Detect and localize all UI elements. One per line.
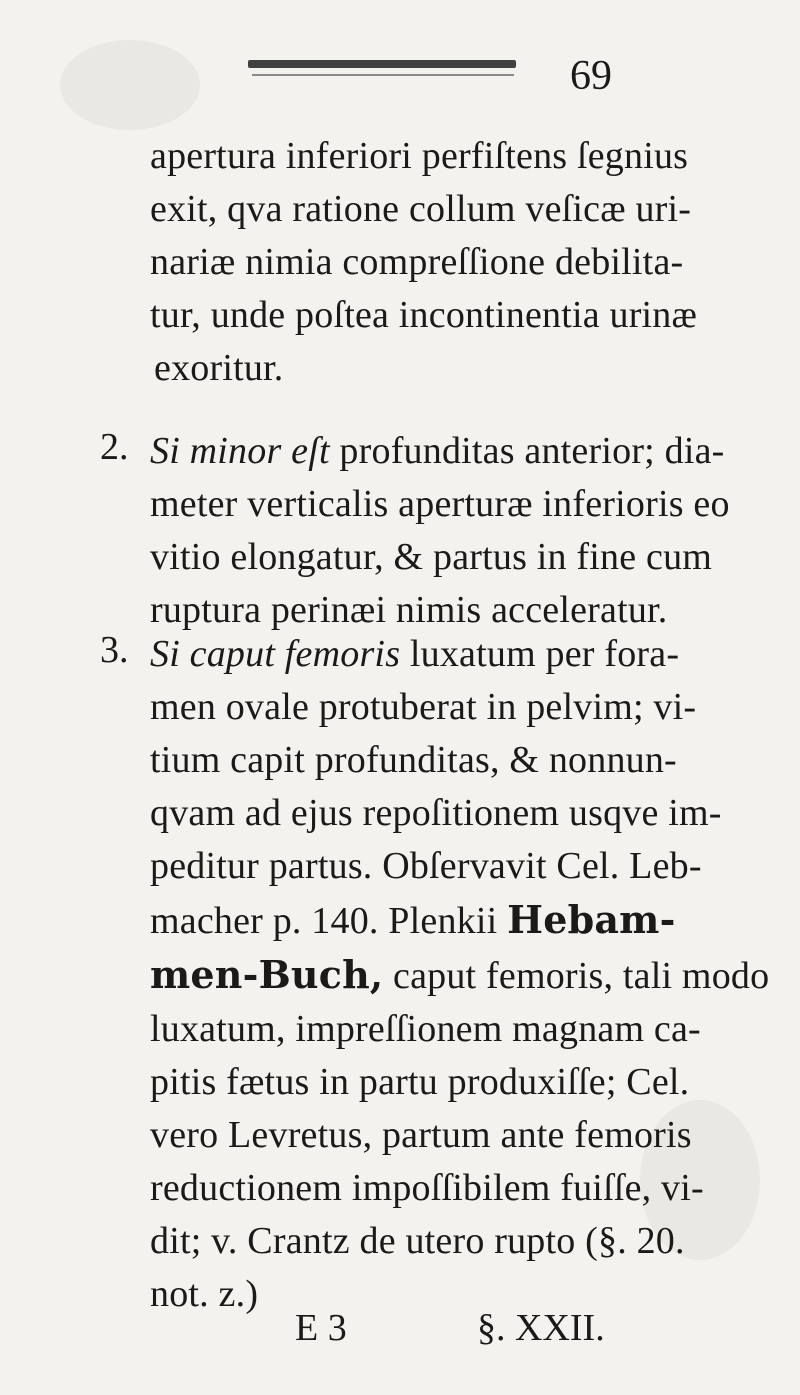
text-line: apertura inferiori perfiſtens ſegnius — [150, 135, 689, 177]
text-line: luxatum, impreſſionem magnam ca- — [150, 1008, 701, 1050]
text-line: qvam ad ejus repoſitionem usqve im- — [150, 792, 722, 834]
header-rule-thin — [252, 74, 514, 76]
text-run: profunditas anterior; dia- — [329, 430, 725, 472]
text-line — [150, 948, 770, 1003]
signature-mark: E 3 — [295, 1307, 347, 1349]
text-line — [150, 893, 730, 948]
text-line: vitio elongatur, & partus in fine cum — [150, 536, 713, 578]
text-line — [150, 425, 730, 478]
page-number: 69 — [570, 53, 612, 99]
blackletter-run: men-Buch, — [150, 952, 384, 997]
text-line: dit; v. Crantz de utero rupto (§. 20. — [150, 1220, 685, 1262]
text-line: peditur partus. Obſervavit Cel. Leb- — [150, 845, 702, 887]
header-rule — [248, 60, 516, 68]
text-line: not. z.) — [150, 1273, 259, 1315]
text-line: meter verticalis aperturæ inferioris eo — [150, 483, 730, 525]
text-line: tur, unde poſtea incontinentia urinæ — [150, 294, 698, 336]
text-line: tium capit profunditas, & nonnun- — [150, 739, 677, 781]
italic-lead: Si minor eſt — [150, 430, 330, 472]
item-number: 3. — [100, 629, 129, 671]
italic-lead: Si caput femoris — [150, 633, 401, 675]
text-line: ruptura perinæi nimis acceleratur. — [150, 589, 668, 631]
text-line — [150, 628, 730, 681]
catchword: §. XXII. — [477, 1307, 605, 1349]
item-number: 2. — [100, 426, 129, 468]
blackletter-run: Hebam- — [507, 897, 676, 942]
text-line: pitis fætus in partu produxiſſe; Cel. — [150, 1061, 690, 1103]
paragraph-intro — [150, 130, 730, 395]
paper-stain — [60, 40, 200, 130]
text-line: reductionem impoſſibilem fuiſſe, vi- — [150, 1167, 704, 1209]
text-line: vero Levretus, partum ante femoris — [150, 1114, 692, 1156]
paragraph-item-3 — [150, 628, 770, 1321]
text-line: nariæ nimia compreſſione debilita- — [150, 241, 684, 283]
text-line: exoritur. — [154, 347, 284, 389]
text-line: men ovale protuberat in pelvim; vi- — [150, 686, 697, 728]
paragraph-item-2 — [150, 425, 730, 637]
text-run: macher p. 140. Plenkii — [150, 900, 508, 942]
text-run: luxatum per fora- — [400, 633, 680, 675]
text-run: caput femoris, tali modo — [383, 955, 770, 997]
text-line: exit, qva ratione collum veſicæ uri- — [150, 188, 692, 230]
